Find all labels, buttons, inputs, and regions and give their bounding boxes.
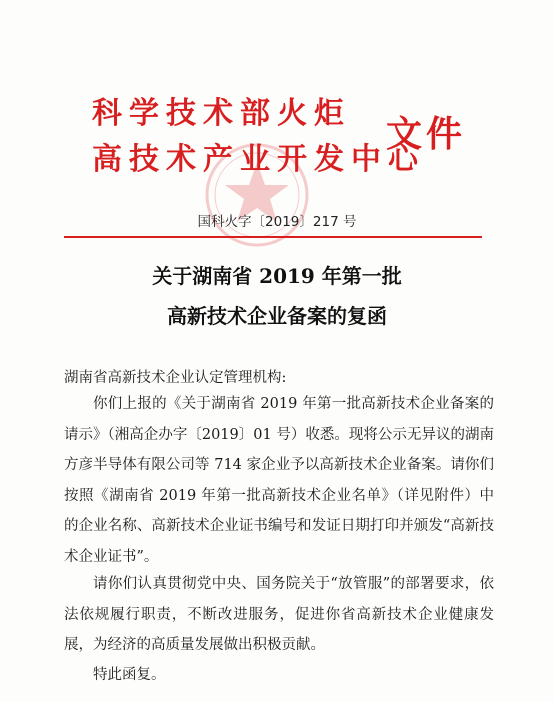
closing-remark: 特此函复。 <box>93 667 166 683</box>
body-paragraph-1: 你们上报的《关于湖南省 2019 年第一批高新技术企业备案的请示》（湘高企办字〔2019〕01 号）收悉。现将公示无异议的湖南方彦半导体有限公司等 714 家企业予以高新技术企业备案。请你们按照《湖南省 2019 年第一批高新技术企业名单》（详见附件）中的企业名称、高新技术企业证书编号和发证日期打印并颁发“高新技术企业证书”。 <box>64 396 494 565</box>
body-paragraph-2: 请你们认真贯彻党中央、国务院关于“放管服”的部署要求，依法依规履行职责，不断改进服务，促进你省高新技术企业健康发展，为经济的高质量发展做出积极贡献。 <box>64 576 494 653</box>
letterhead-org-line-2: 高技术产业开发中心 <box>92 142 425 177</box>
seal-icon <box>202 140 312 250</box>
document-number: 国科火字〔2019〕217 号 <box>197 214 357 230</box>
salutation: 湖南省高新技术企业认定管理机构: <box>64 370 287 386</box>
header-divider <box>64 236 482 238</box>
letterhead-org-line-1: 科学技术部火炬 <box>92 96 351 131</box>
document-title-line-1: 关于湖南省 2019 年第一批 <box>152 264 402 288</box>
letterhead-doc-type: 文件 <box>386 113 467 155</box>
document-title-line-2: 高新技术企业备案的复函 <box>167 304 387 328</box>
